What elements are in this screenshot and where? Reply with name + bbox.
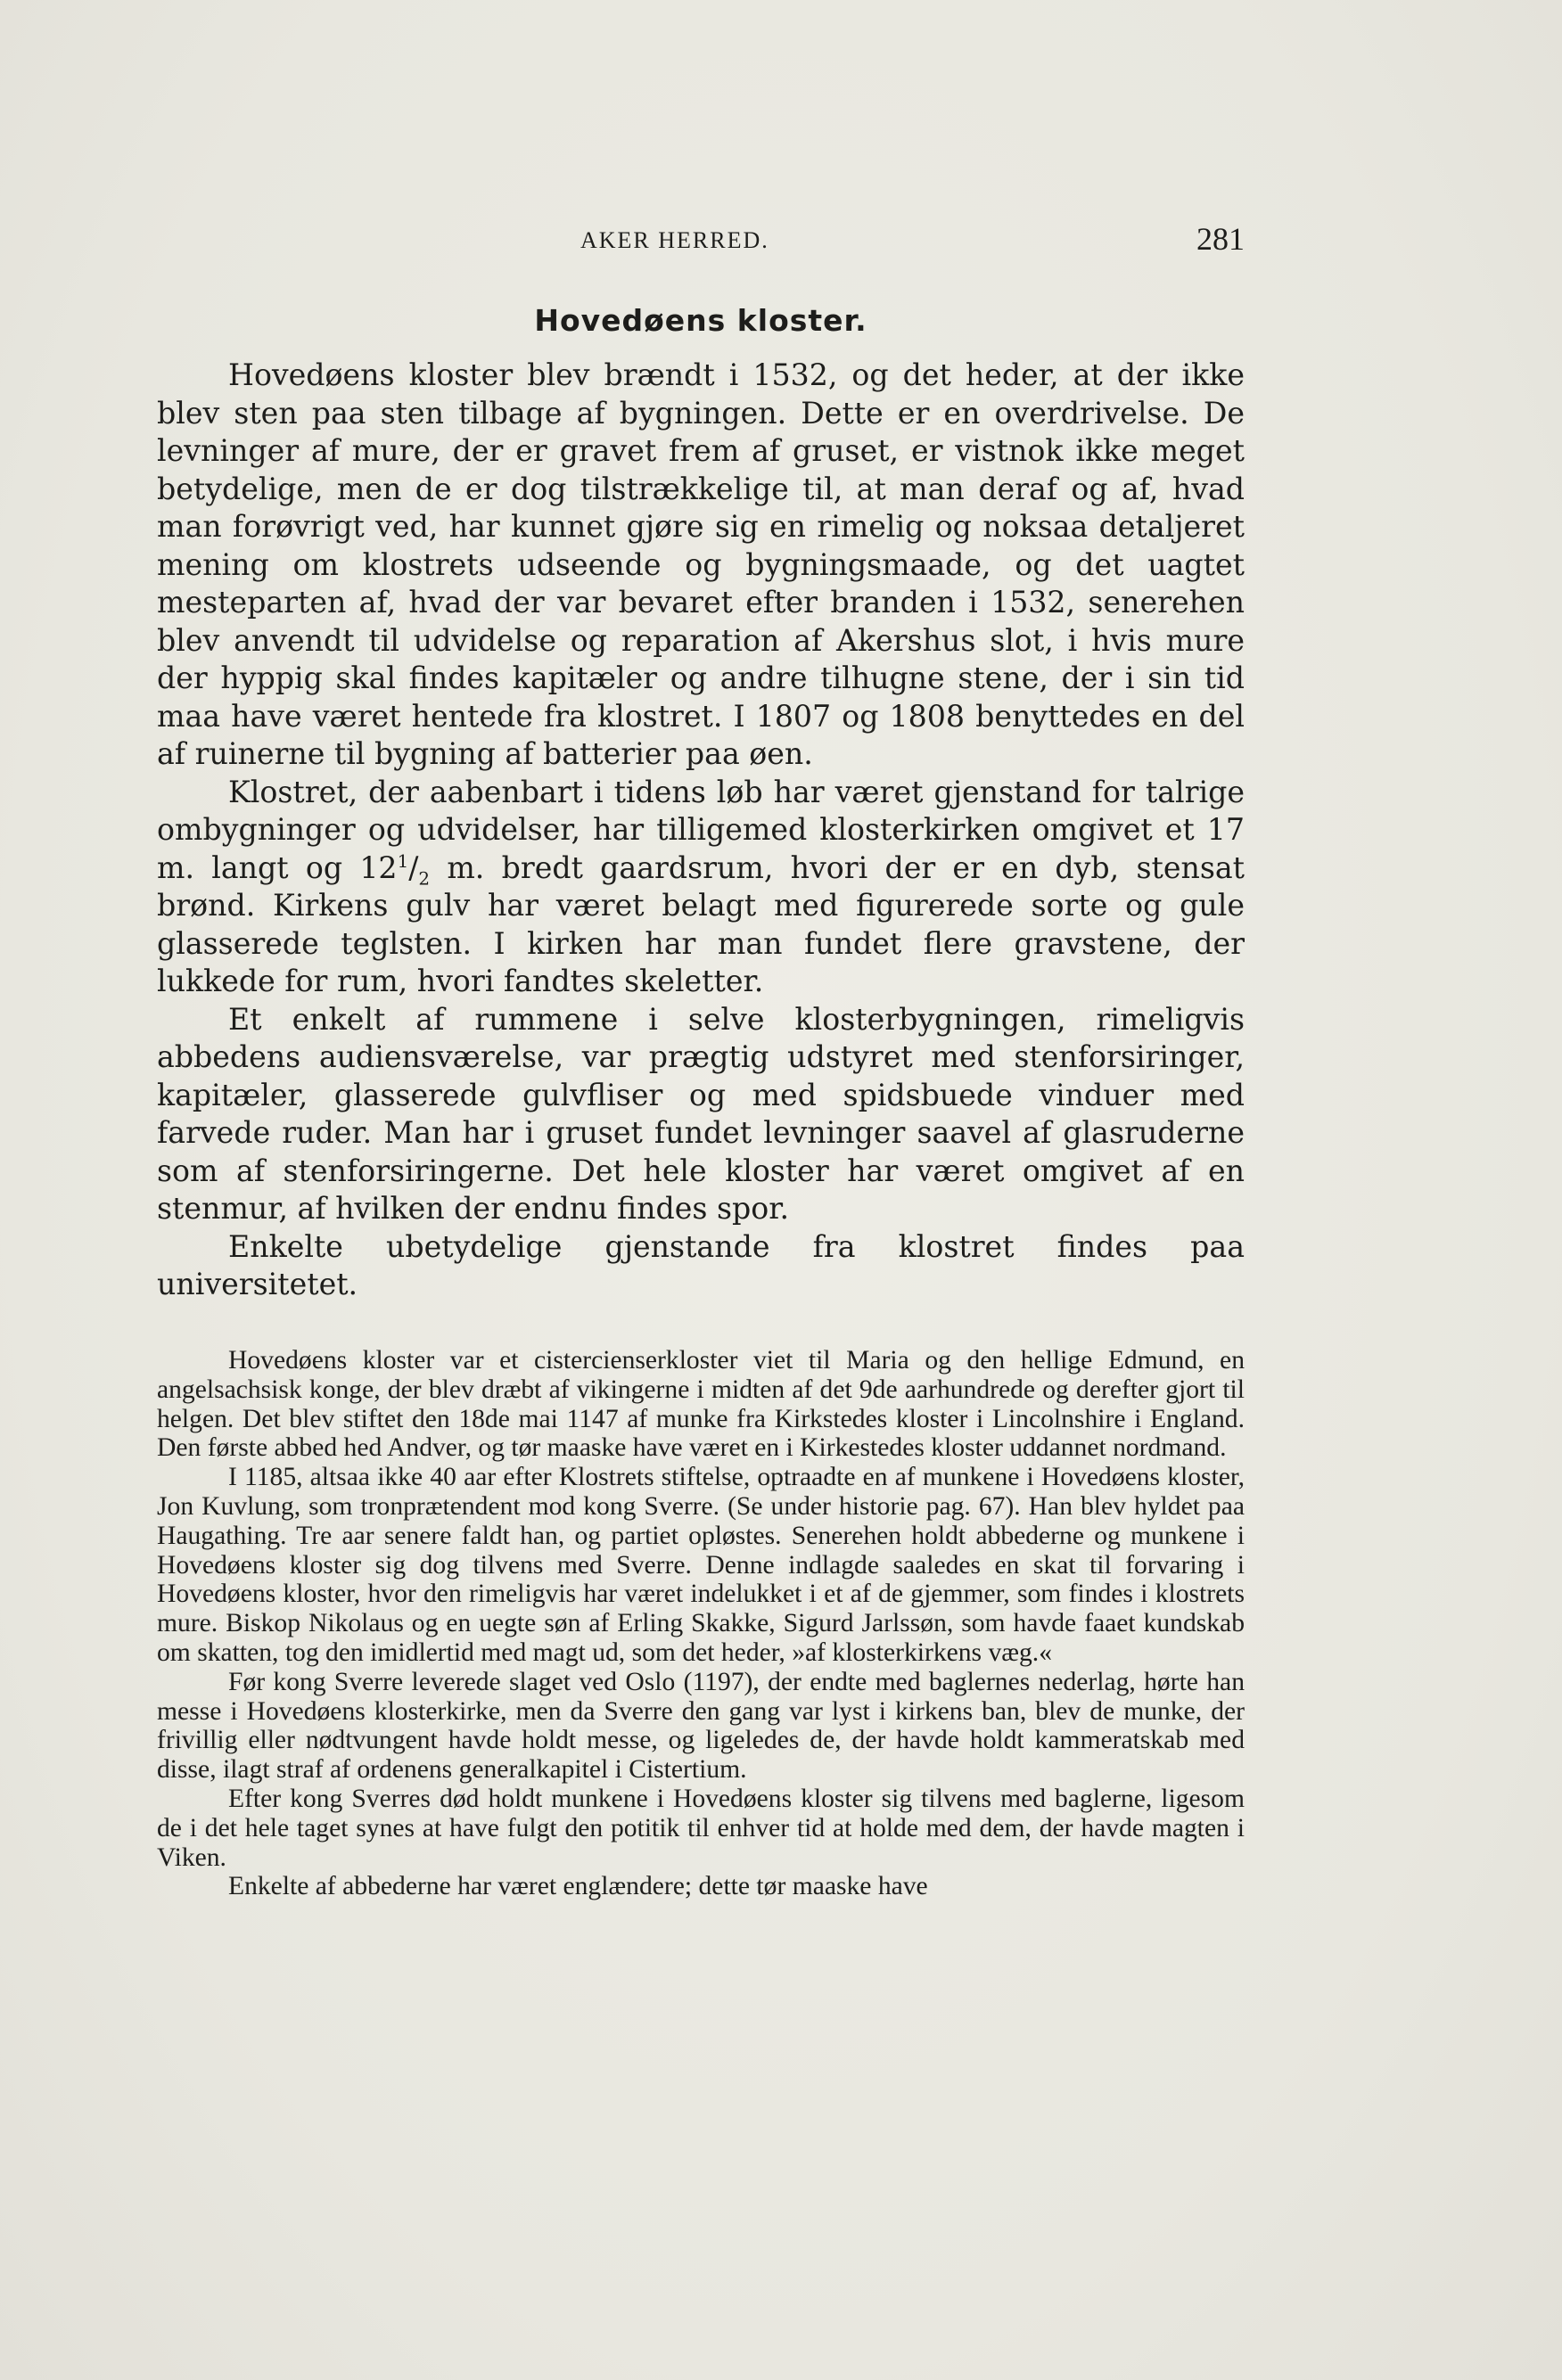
body-paragraph-3: Et enkelt af rummene i selve klosterbygningen, rimeligvis abbedens audiensværelse, var prægtig udstyret med stenforsiringer, kapitæler, glasserede gulvfliser og med spidsbuede vinduer med farvede ruder. Man har i gruset fundet levninger saavel af glasruderne som af stenforsiringerne. Det hele kloster har været omgivet af en stenmur, af hvilken der endnu findes spor. (157, 1001, 1245, 1226)
note-paragraph-4: Efter kong Sverres død holdt munkene i Hovedøens kloster sig tilvens med baglerne, ligesom de i det hele taget synes at have fulgt den potitik til enhver tid at holde med dem, der havde magten i Viken. (157, 1784, 1245, 1872)
body-paragraph-1: Hovedøens kloster blev brændt i 1532, og det heder, at der ikke blev sten paa sten tilbage af bygningen. Dette er en overdrivelse. De levninger af mure, der er gravet frem af gruset, er vistnok ikke meget betydelige, men de er dog tilstrækkelige til, at man deraf og af, hvad man forøvrigt ved, har kunnet gjøre sig en rimelig og noksaa detaljeret mening om klostrets udseende og bygningsmaade, og det uagtet mesteparten af, hvad der var bevaret efter branden i 1532, senerehen blev anvendt til udvidelse og reparation af Akershus slot, i hvis mure der hyppig skal findes kapitæler og andre tilhugne stene, der i sin tid maa have været hentede fra klostret. I 1807 og 1808 benyttedes en del af ruinerne til bygning af batterier paa øen. (157, 357, 1245, 771)
fraction-numerator: 1 (397, 850, 409, 872)
body-paragraph-2-part-b: m. bredt gaardsrum, hvori der er en dyb, stensat brønd. Kirkens gulv har været belagt med figurerede sorte og gule glasserede teglsten. I kirken har man fundet flere gravstene, der lukkede for rum, hvori fandtes skeletter. (157, 849, 1245, 998)
notes-section (157, 1346, 1245, 1901)
running-head: AKER HERRED. (580, 227, 769, 253)
note-paragraph-3: Før kong Sverre leverede slaget ved Oslo (1197), der endte med baglernes nederlag, hørte han messe i Hovedøens klosterkirke, men da Sverre den gang var lyst i kirkens ban, blev de munke, der frivillig eller nødtvungent havde holdt messe, og ligeledes de, der havde holdt kammeratskab med disse, ilagt straf af ordenens generalkapitel i Cistertium. (157, 1667, 1245, 1785)
fraction-denominator: 2 (418, 868, 431, 890)
body-paragraph-4: Enkelte ubetydelige gjenstande fra klostret findes paa universitetet. (157, 1228, 1245, 1301)
page-number: 281 (1196, 221, 1245, 257)
body-paragraph-2: Klostret, der aabenbart i tidens løb har været gjenstand for talrige ombygninger og udvidelser, har tilligemed klosterkirken omgivet et 17 m. langt og $12^1/_2$ m. bredt gaardsrum, hvori der er en dyb, stensat brønd. Kirkens gulv har været belagt med figurerede sorte og gule glasserede teglsten. I kirken har man fundet flere gravstene, der lukkede for rum, hvori fandtes skeletter. (157, 774, 1245, 998)
body-text (157, 357, 1245, 1304)
note-paragraph-5: Enkelte af abbederne har været englændere; dette tør maaske have (228, 1872, 928, 1901)
page-header (157, 221, 1245, 263)
note-paragraph-2: I 1185, altsaa ikke 40 aar efter Klostrets stiftelse, optraadte en af munkene i Hovedøens kloster, Jon Kuvlung, som tronprætendent mod kong Sverre. (Se under historie pag. 67). Han blev hyldet paa Haugathing. Tre aar senere faldt han, og partiet opløstes. Senerehen holdt abbederne og munkene i Hovedøens kloster sig dog tilvens med Sverre. Denne indlagde saaledes en skat til forvaring i Hovedøens kloster, hvor den rimeligvis har været indelukket i et af de gjemmer, som findes i klostrets mure. Biskop Nikolaus og en uegte søn af Erling Skakke, Sigurd Jarlssøn, som havde faaet kundskab om skatten, tog den imidlertid med magt ud, som det heder, »af klosterkirkens væg.« (157, 1463, 1245, 1667)
section-title: Hovedøens kloster. (534, 303, 867, 338)
body-paragraph-2-part-a: Klostret, der aabenbart i tidens løb har været gjenstand for talrige ombygninger og udvidelser, har tilligemed klosterkirken omgivet et 17 m. langt og 12 (157, 774, 1245, 885)
note-paragraph-1: Hovedøens kloster var et cistercienserkloster viet til Maria og den hellige Edmund, en angelsachsisk konge, der blev dræbt af vikingerne i midten af det 9de aarhundrede og derefter gjort til helgen. Det blev stiftet den 18de mai 1147 af munke fra Kirkstedes kloster i Lincolnshire i England. Den første abbed hed Andver, og tør maaske have været en i Kirkestedes kloster uddannet nordmand. (157, 1346, 1245, 1463)
